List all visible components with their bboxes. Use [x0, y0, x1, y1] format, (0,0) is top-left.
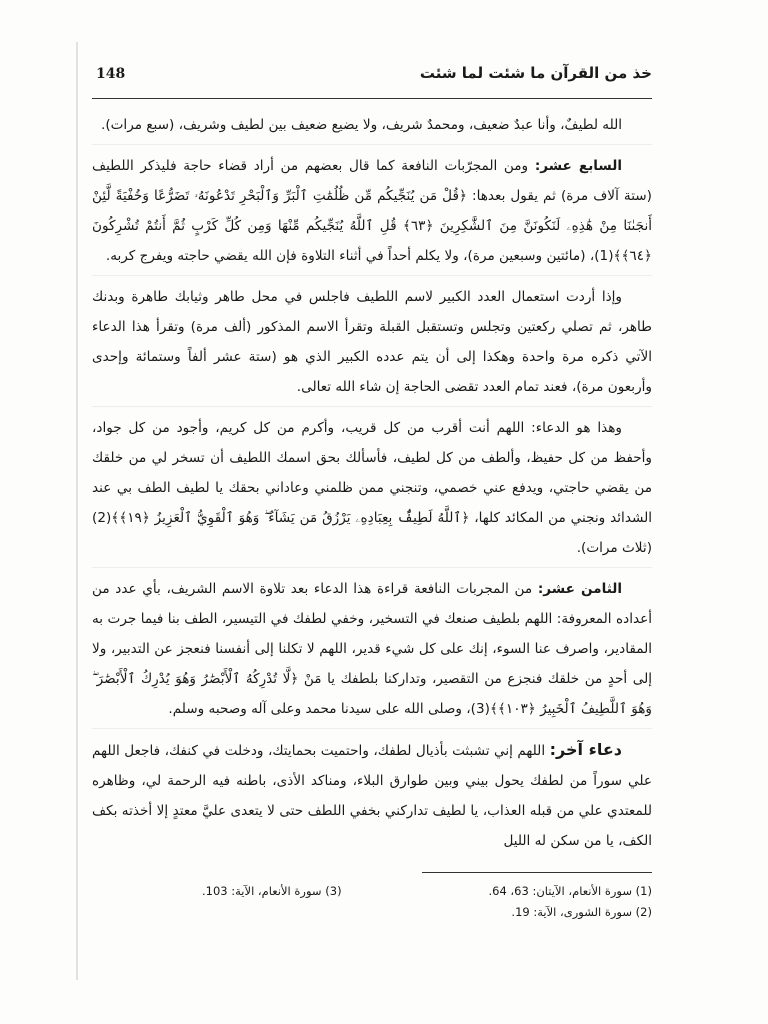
paragraph: [92, 413, 652, 568]
page-number: 148: [96, 66, 126, 82]
paragraph-lead: السابع عشر:: [534, 158, 622, 174]
paragraph: [92, 151, 652, 276]
footnote-text: سورة الأنعام، الآية: 103.: [202, 884, 322, 898]
footnote-number: (2): [635, 905, 652, 919]
footnote-text: سورة الشورى، الآية: 19.: [511, 905, 633, 919]
paragraph-text: اللهم إني تشبثت بأذيال لطفك، واحتميت بحمايتك، ودخلت في كنفك، فاجعل اللهم علي سوراً من لطفك يحول بيني وبين طوارق البلاء، ومناكد الأذى، باطنه فيه الرحمة لي، وظاهره للمعتدي علي من قبله العذاب، يا لطيف تداركني بخفي اللطف حتى لا يتعدى عليَّ معتدٍ إلا أخذته بكف الكف، يا من سكن له الليل: [92, 743, 652, 849]
footnotes: [92, 872, 652, 932]
paragraph-lead: دعاء آخر:: [549, 740, 623, 759]
footnote-rule: [422, 872, 652, 873]
footnote-number: (3): [325, 884, 342, 898]
running-title: خذ من القرآن ما شئت لما شئت: [419, 64, 652, 82]
footnote: [202, 884, 342, 898]
paragraph: [92, 110, 652, 145]
paragraph-text: وإذا أردت استعمال العدد الكبير لاسم اللطيف فاجلس في محل طاهر وثيابك طاهرة وبدنك طاهر، ثم تصلي ركعتين وتجلس وتستقبل القبلة وتقرأ الاسم المذكور (ألف مرة) وتقرأ هذا الدعاء الآتي ذكره مرة واحدة وهكذا إلى أن يتم عدده الكبير الذي هو (ستة عشر ألفاً وستمائة وإحدى وأربعون مرة)، فعند تمام العدد تقضى الحاجة إن شاء الله تعالى.: [92, 289, 652, 395]
body-text: [92, 110, 652, 860]
footnote-number: (1): [635, 884, 652, 898]
footnote: [511, 905, 652, 919]
paragraph-lead: الثامن عشر:: [537, 581, 623, 597]
paragraph: [92, 574, 652, 729]
page-header: [92, 58, 652, 99]
footnote-text: سورة الأنعام، الآيتان: 63، 64.: [488, 884, 633, 898]
scan-edge-shadow: [76, 42, 78, 980]
paragraph: [92, 282, 652, 407]
paragraph-text: الله لطيفٌ، وأنا عبدٌ ضعيف، ومحمدٌ شريف، ولا يضيع ضعيف بين لطيف وشريف، (سبع مرات).: [101, 117, 622, 133]
paragraph-text: من المجربات النافعة قراءة هذا الدعاء بعد تلاوة الاسم الشريف، بأي عدد من أعداده المعروفة: اللهم بلطيف صنعك في التسخير، وخفي لطفك في التيسير، الطف بنا فيما جرت به المقادير، واصرف عنا السوء، إنك على كل شيء قدير، اللهم لا تكلنا إلى أنفسنا فنعجز عن التدبير، ولا إلى أحدٍ من خلقك فنجزع من التقصير، وتداركنا بلطفك يا مَنْ ﴿لَّا تُدْرِكُهُ ٱلْأَبْصَٰرُ وَهُوَ يُدْرِكُ ٱلْأَبْصَٰرَ ۖ وَهُوَ ٱللَّطِيفُ ٱلْخَبِيرُ ﴿١٠٣﴾﴾(3)، وصلى الله على سيدنا محمد وعلى آله وصحبه وسلم.: [92, 581, 652, 717]
footnote: [488, 884, 652, 898]
paragraph-text: وهذا هو الدعاء: اللهم أنت أقرب من كل قريب، وأكرم من كل كريم، وأجود من كل جواد، وأحفظ من كل حفيظ، وألطف من كل لطيف، فأسألك بحق اسمك اللطيف أن تسخر لي من خلقك من يقضي حاجتي، ويدفع عني خصمي، وتنجني ممن ظلمني وعاداني بحقك يا لطيف الطف بي عند الشدائد ونجني من المكائد كلها، ﴿ٱللَّهُ لَطِيفٌۢ بِعِبَادِهِۦ يَرْزُقُ مَن يَشَآءُ ۖ وَهُوَ ٱلْقَوِيُّ ٱلْعَزِيزُ ﴿١٩﴾﴾(2) (ثلاث مرات).: [92, 420, 652, 556]
paragraph-text: ومن المجرّبات النافعة كما قال بعضهم من أراد قضاء حاجة فليذكر اللطيف (ستة آلاف مرة) ثم يقول بعدها: ﴿قُلْ مَن يُنَجِّيكُم مِّن ظُلُمَٰتِ ٱلْبَرِّ وَٱلْبَحْرِ تَدْعُونَهُۥ تَضَرُّعًا وَخُفْيَةً لَّئِنْ أَنجَىٰنَا مِنْ هَٰذِهِۦ لَنَكُونَنَّ مِنَ ٱلشَّٰكِرِينَ ﴿٦٣﴾ قُلِ ٱللَّهُ يُنَجِّيكُم مِّنْهَا وَمِن كُلِّ كَرْبٍ ثُمَّ أَنتُمْ تُشْرِكُونَ ﴿٦٤﴾﴾(1)، (مائتين وسبعين مرة)، ولا يكلم أحداً في أثناء التلاوة فإن الله يقضي حاجته ويفرج كربه.: [92, 158, 652, 264]
paragraph: [92, 735, 652, 856]
